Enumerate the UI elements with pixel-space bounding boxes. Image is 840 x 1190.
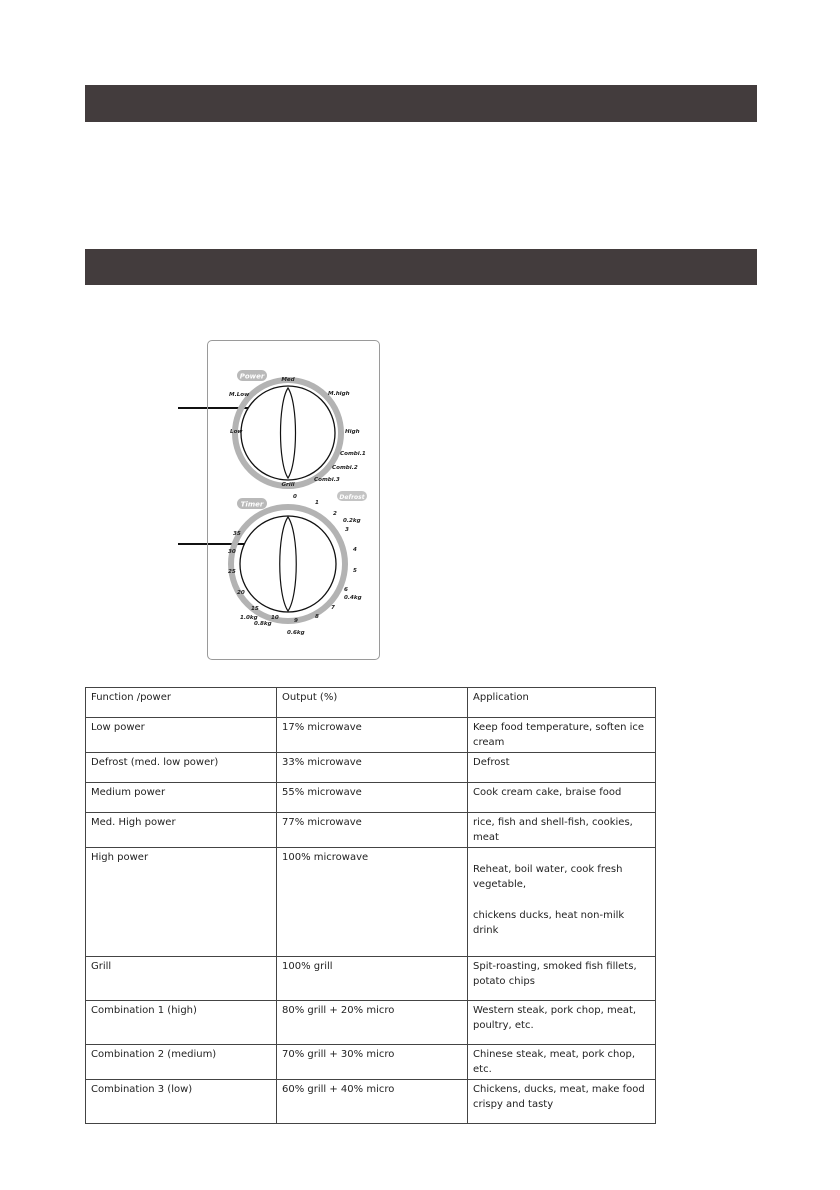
timer-mark-35: 35 [233, 531, 241, 537]
defrost-pill-label: Defrost [339, 494, 365, 501]
power-label-mhigh: M.high [328, 391, 350, 397]
application-line: Reheat, boil water, cook fresh vegetable, [473, 864, 623, 890]
power-pill-label: Power [239, 372, 265, 381]
power-knob[interactable] [241, 386, 335, 480]
table-cell-output: 77% microwave [277, 813, 468, 848]
table-cell-function: Grill [86, 957, 277, 1001]
table-cell-output: 17% microwave [277, 718, 468, 753]
timer-mark-10: 10 [271, 615, 279, 621]
defrost-weight-0-4kg: 0.4kg [344, 595, 362, 601]
timer-mark-20: 20 [237, 590, 245, 596]
application-line: chickens ducks, heat non-milk drink [473, 910, 625, 936]
defrost-weight-0-8kg: 0.8kg [254, 621, 272, 627]
table-cell-output: 80% grill + 20% micro [277, 1001, 468, 1045]
table-cell-application: Defrost [468, 753, 656, 783]
timer-mark-6: 6 [344, 587, 348, 593]
timer-mark-30: 30 [228, 549, 236, 555]
timer-mark-2: 2 [333, 511, 337, 517]
timer-mark-7: 7 [331, 605, 335, 611]
table-row [86, 783, 656, 813]
table-cell-output: 60% grill + 40% micro [277, 1080, 468, 1124]
table-cell-function: Combination 2 (medium) [86, 1045, 277, 1080]
table-cell-function: Combination 1 (high) [86, 1001, 277, 1045]
table-cell-application: Chinese steak, meat, pork chop, etc. [468, 1045, 656, 1080]
table-header-cell: Application [468, 688, 656, 718]
timer-mark-15: 15 [251, 606, 259, 612]
power-label-med: Med [281, 377, 295, 383]
power-label-grill: Grill [281, 482, 295, 488]
table-cell-output: 70% grill + 30% micro [277, 1045, 468, 1080]
table-cell-function: Med. High power [86, 813, 277, 848]
table-cell-application: Keep food temperature, soften ice cream [468, 718, 656, 753]
power-label-combi2: Combi.2 [332, 465, 358, 471]
table-row [86, 718, 656, 753]
table-cell-function: High power [86, 848, 277, 957]
table-cell-application: Chickens, ducks, meat, make food crispy and tasty [468, 1080, 656, 1124]
section-header-bar-1 [85, 85, 757, 122]
table-cell-application: Cook cream cake, braise food [468, 783, 656, 813]
table-cell-output: 100% microwave [277, 848, 468, 957]
control-panel-drawing [208, 341, 381, 661]
table-row [86, 753, 656, 783]
table-cell-output: 55% microwave [277, 783, 468, 813]
power-label-combi3: Combi.3 [314, 477, 340, 483]
table-row [86, 848, 656, 957]
table-row [86, 813, 656, 848]
table-cell-application: Spit-roasting, smoked fish fillets, potato chips [468, 957, 656, 1001]
timer-mark-25: 25 [228, 569, 236, 575]
power-label-combi1: Combi.1 [340, 451, 366, 457]
table-header-cell: Function /power [86, 688, 277, 718]
timer-mark-4: 4 [353, 547, 357, 553]
power-label-low: Low [230, 429, 243, 435]
table-cell-application: rice, fish and shell-fish, cookies, meat [468, 813, 656, 848]
timer-mark-5: 5 [353, 568, 357, 574]
timer-mark-9: 9 [294, 618, 298, 624]
timer-mark-0: 0 [293, 494, 297, 500]
timer-mark-3: 3 [345, 527, 349, 533]
table-cell-function: Defrost (med. low power) [86, 753, 277, 783]
table-cell-function: Medium power [86, 783, 277, 813]
defrost-weight-0-6kg: 0.6kg [287, 630, 305, 636]
timer-mark-8: 8 [315, 614, 319, 620]
timer-mark-1: 1 [315, 500, 319, 506]
table-header-row [86, 688, 656, 718]
table-row [86, 1080, 656, 1124]
power-label-mlow: M.Low [229, 392, 250, 398]
timer-pill-label: Timer [240, 500, 264, 509]
table-row [86, 957, 656, 1001]
table-row [86, 1001, 656, 1045]
timer-knob[interactable] [240, 516, 336, 612]
defrost-weight-1-0kg: 1.0kg [240, 615, 258, 621]
table-cell-function: Combination 3 (low) [86, 1080, 277, 1124]
table-cell-application: Western steak, pork chop, meat, poultry, etc. [468, 1001, 656, 1045]
power-function-table [85, 687, 656, 1124]
table-row [86, 1045, 656, 1080]
section-header-bar-2 [85, 249, 757, 285]
table-cell-application [468, 848, 656, 957]
table-cell-output: 33% microwave [277, 753, 468, 783]
power-label-high: High [345, 429, 360, 435]
defrost-weight-0-2kg: 0.2kg [343, 518, 361, 524]
table-cell-output: 100% grill [277, 957, 468, 1001]
table-cell-function: Low power [86, 718, 277, 753]
table-header-cell: Output (%) [277, 688, 468, 718]
control-panel [207, 340, 380, 660]
